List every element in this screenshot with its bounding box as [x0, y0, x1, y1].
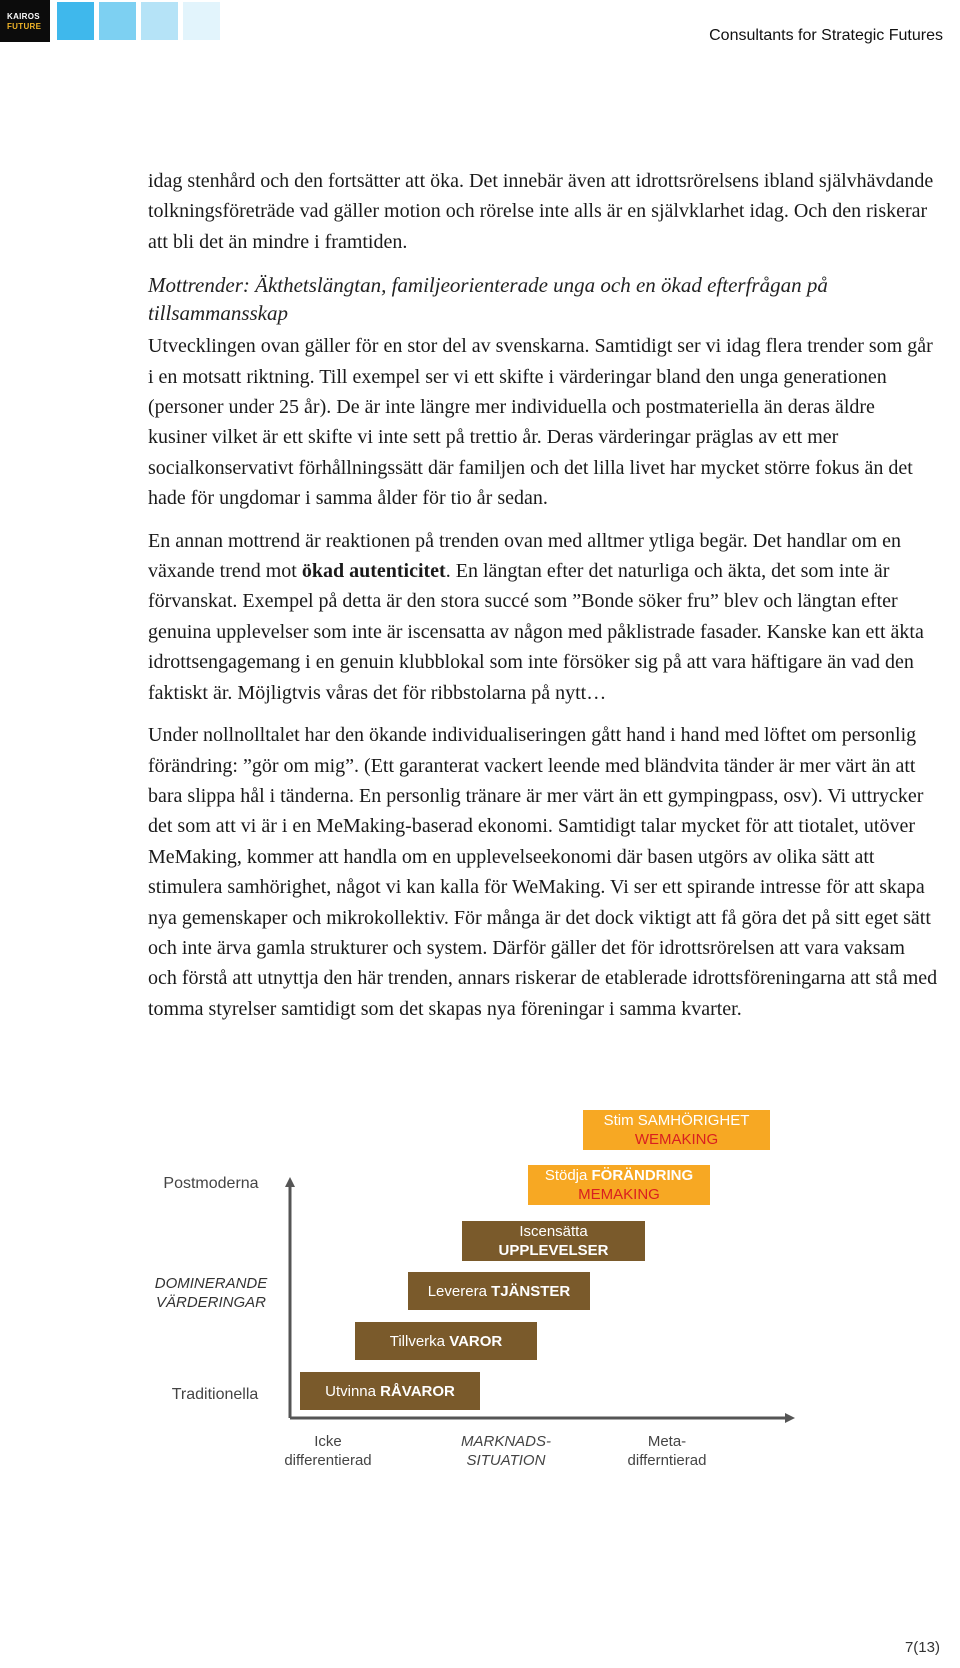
step-5-red: MEMAKING — [578, 1186, 660, 1203]
x-label-right-line-2: differntierad — [627, 1452, 707, 1469]
x-label-mid-line-2: SITUATION — [466, 1452, 546, 1469]
step-1-normal: Utvinna — [325, 1382, 381, 1400]
header-tagline: Consultants for Strategic Futures — [709, 27, 943, 44]
x-label-metadifferentierad — [602, 1432, 732, 1470]
step-5-bold: FÖRÄNDRING — [591, 1167, 694, 1184]
y-label-traditionella: Traditionella — [171, 1386, 259, 1403]
step-4-bold: UPPLEVELSER — [498, 1242, 609, 1259]
paragraph-3 — [148, 526, 938, 708]
y-label-dominerande-varderingar — [140, 1274, 282, 1312]
step-6-red: WEMAKING — [634, 1131, 719, 1148]
x-label-left-line-1: Icke — [314, 1433, 342, 1450]
color-block-1 — [57, 2, 94, 40]
color-block-4 — [183, 2, 220, 40]
paragraph-2: Utvecklingen ovan gäller för en stor del av svenskarna. Samtidigt ser vi idag flera trender som går i en motsatt riktning. Till exempel ser vi ett skifte i värderingar bland den unga generationen (personer under 25 år). De är inte längre mer individuella och postmateriella än deras äldre kusiner vilket är ett skifte vi inte sett på trettio år. Deras värderingar präglas av ett mer socialkonservativt förhållningssätt där familjen och det lilla livet har mycket större fokus än det hade för ungdomar i samma ålder för tio år sedan. — [148, 335, 933, 510]
x-label-left-line-2: differentierad — [284, 1452, 372, 1469]
document-body — [148, 166, 938, 1024]
paragraph-4: Under nollnolltalet har den ökande individualiseringen gått hand i hand med löftet om personlig förändring: ”gör om mig”. (Ett garanterat vackert leende med bländvita tänder är mer värt än att bara slippa hål i tänderna. En personlig tränare är mer värt än ett gympingpass, osv). Vi uttrycker det som att vi är i en MeMaking-baserad ekonomi. Samtidigt talar mycket för att tiotalet, utöver MeMaking, kommer att handla om en upplevelseekonomi där basen utgörs av olika sätt att stimulera samhörighet, något vi kan kalla för WeMaking. Vi ser ett spirande intresse för att skapa nya gemenskaper och mikrokollektiv. För många är det dock viktigt att få göra det på sitt eget sätt och inte ärva gamla strukturer och system. Därför gäller det för idrottsrörelsen att vara vaksam och förstå att utnyttja den här trenden, annars riskerar de etablerade idrottsföreningarna att stå med tomma styrelser samtidigt som det skapas nya föreningar i samma kvarter. — [148, 724, 938, 1020]
logo-line-2: FUTURE — [7, 22, 42, 31]
step-4-line-1: Iscensätta — [519, 1223, 588, 1240]
x-label-icke-differentierad — [258, 1432, 398, 1470]
economy-stairs-diagram — [140, 1112, 930, 1570]
step-2-bold: VAROR — [449, 1332, 503, 1350]
section-subheading: Mottrender: Äkthetslängtan, familjeorienterade unga och en ökad efterfrågan på tillsammansskap — [148, 273, 828, 326]
paragraph-1: idag stenhård och den fortsätter att öka. Det innebär även att idrottsrörelsens ibland självhävdande tolkningsföreträde vad gäller motion och rörelse inte alls är en självklarhet idag. Och den riskerar att bli det än mindre i framtiden. — [148, 170, 934, 253]
x-label-right-line-1: Meta- — [647, 1433, 687, 1450]
step-leverera-tjanster — [408, 1272, 590, 1310]
step-3-normal: Leverera — [427, 1282, 492, 1300]
paragraph-3-emphasis: ökad autenticitet — [301, 560, 446, 583]
y-label-postmoderna: Postmoderna — [163, 1175, 259, 1192]
color-block-3 — [141, 2, 178, 40]
step-3-bold: TJÄNSTER — [491, 1282, 571, 1300]
y-label-line-1: DOMINERANDE — [154, 1275, 268, 1292]
kairos-future-logo — [0, 0, 50, 42]
step-iscensatta-upplevelser — [462, 1221, 645, 1261]
y-label-line-2: VÄRDERINGAR — [155, 1294, 267, 1311]
step-1-bold: RÅVAROR — [380, 1382, 455, 1400]
step-2-normal: Tillverka — [389, 1332, 450, 1350]
step-5-normal: Stödja — [544, 1167, 592, 1184]
header-color-blocks — [57, 2, 220, 40]
step-stodja-forandring — [528, 1165, 710, 1205]
logo-line-1: KAIROS — [7, 12, 40, 21]
color-block-2 — [99, 2, 136, 40]
page-number: 7(13) — [904, 1639, 940, 1656]
step-utvinna-ravaror — [300, 1372, 480, 1410]
paragraph-3-end: . En längtan efter det naturliga och äkta, det som inte är förvanskat. Exempel på detta är den stora succé som ”Bonde söker fru” blev och längtan efter genuina upplevelser som inte är iscensatta av någon med påklistrade fasader. Kanske kan ett äkta idrottsengagemang i en genuin klubblokal som inte försöker sig på att vara häftigare än vad den faktiskt är. Möjligtvis våras det för ribbstolarna på nytt… — [148, 560, 924, 704]
step-stim-samhorighet — [583, 1110, 770, 1150]
x-label-mid-line-1: MARKNADS- — [460, 1433, 551, 1450]
paragraph-3-start: En annan mottrend är reaktionen på trenden ovan med alltmer ytliga begär. Det handlar om en växande trend mot — [148, 529, 902, 583]
step-tillverka-varor — [355, 1322, 537, 1360]
step-6-normal: Stim SAMHÖRIGHET — [603, 1112, 750, 1129]
x-label-marknadssituation — [436, 1432, 576, 1470]
